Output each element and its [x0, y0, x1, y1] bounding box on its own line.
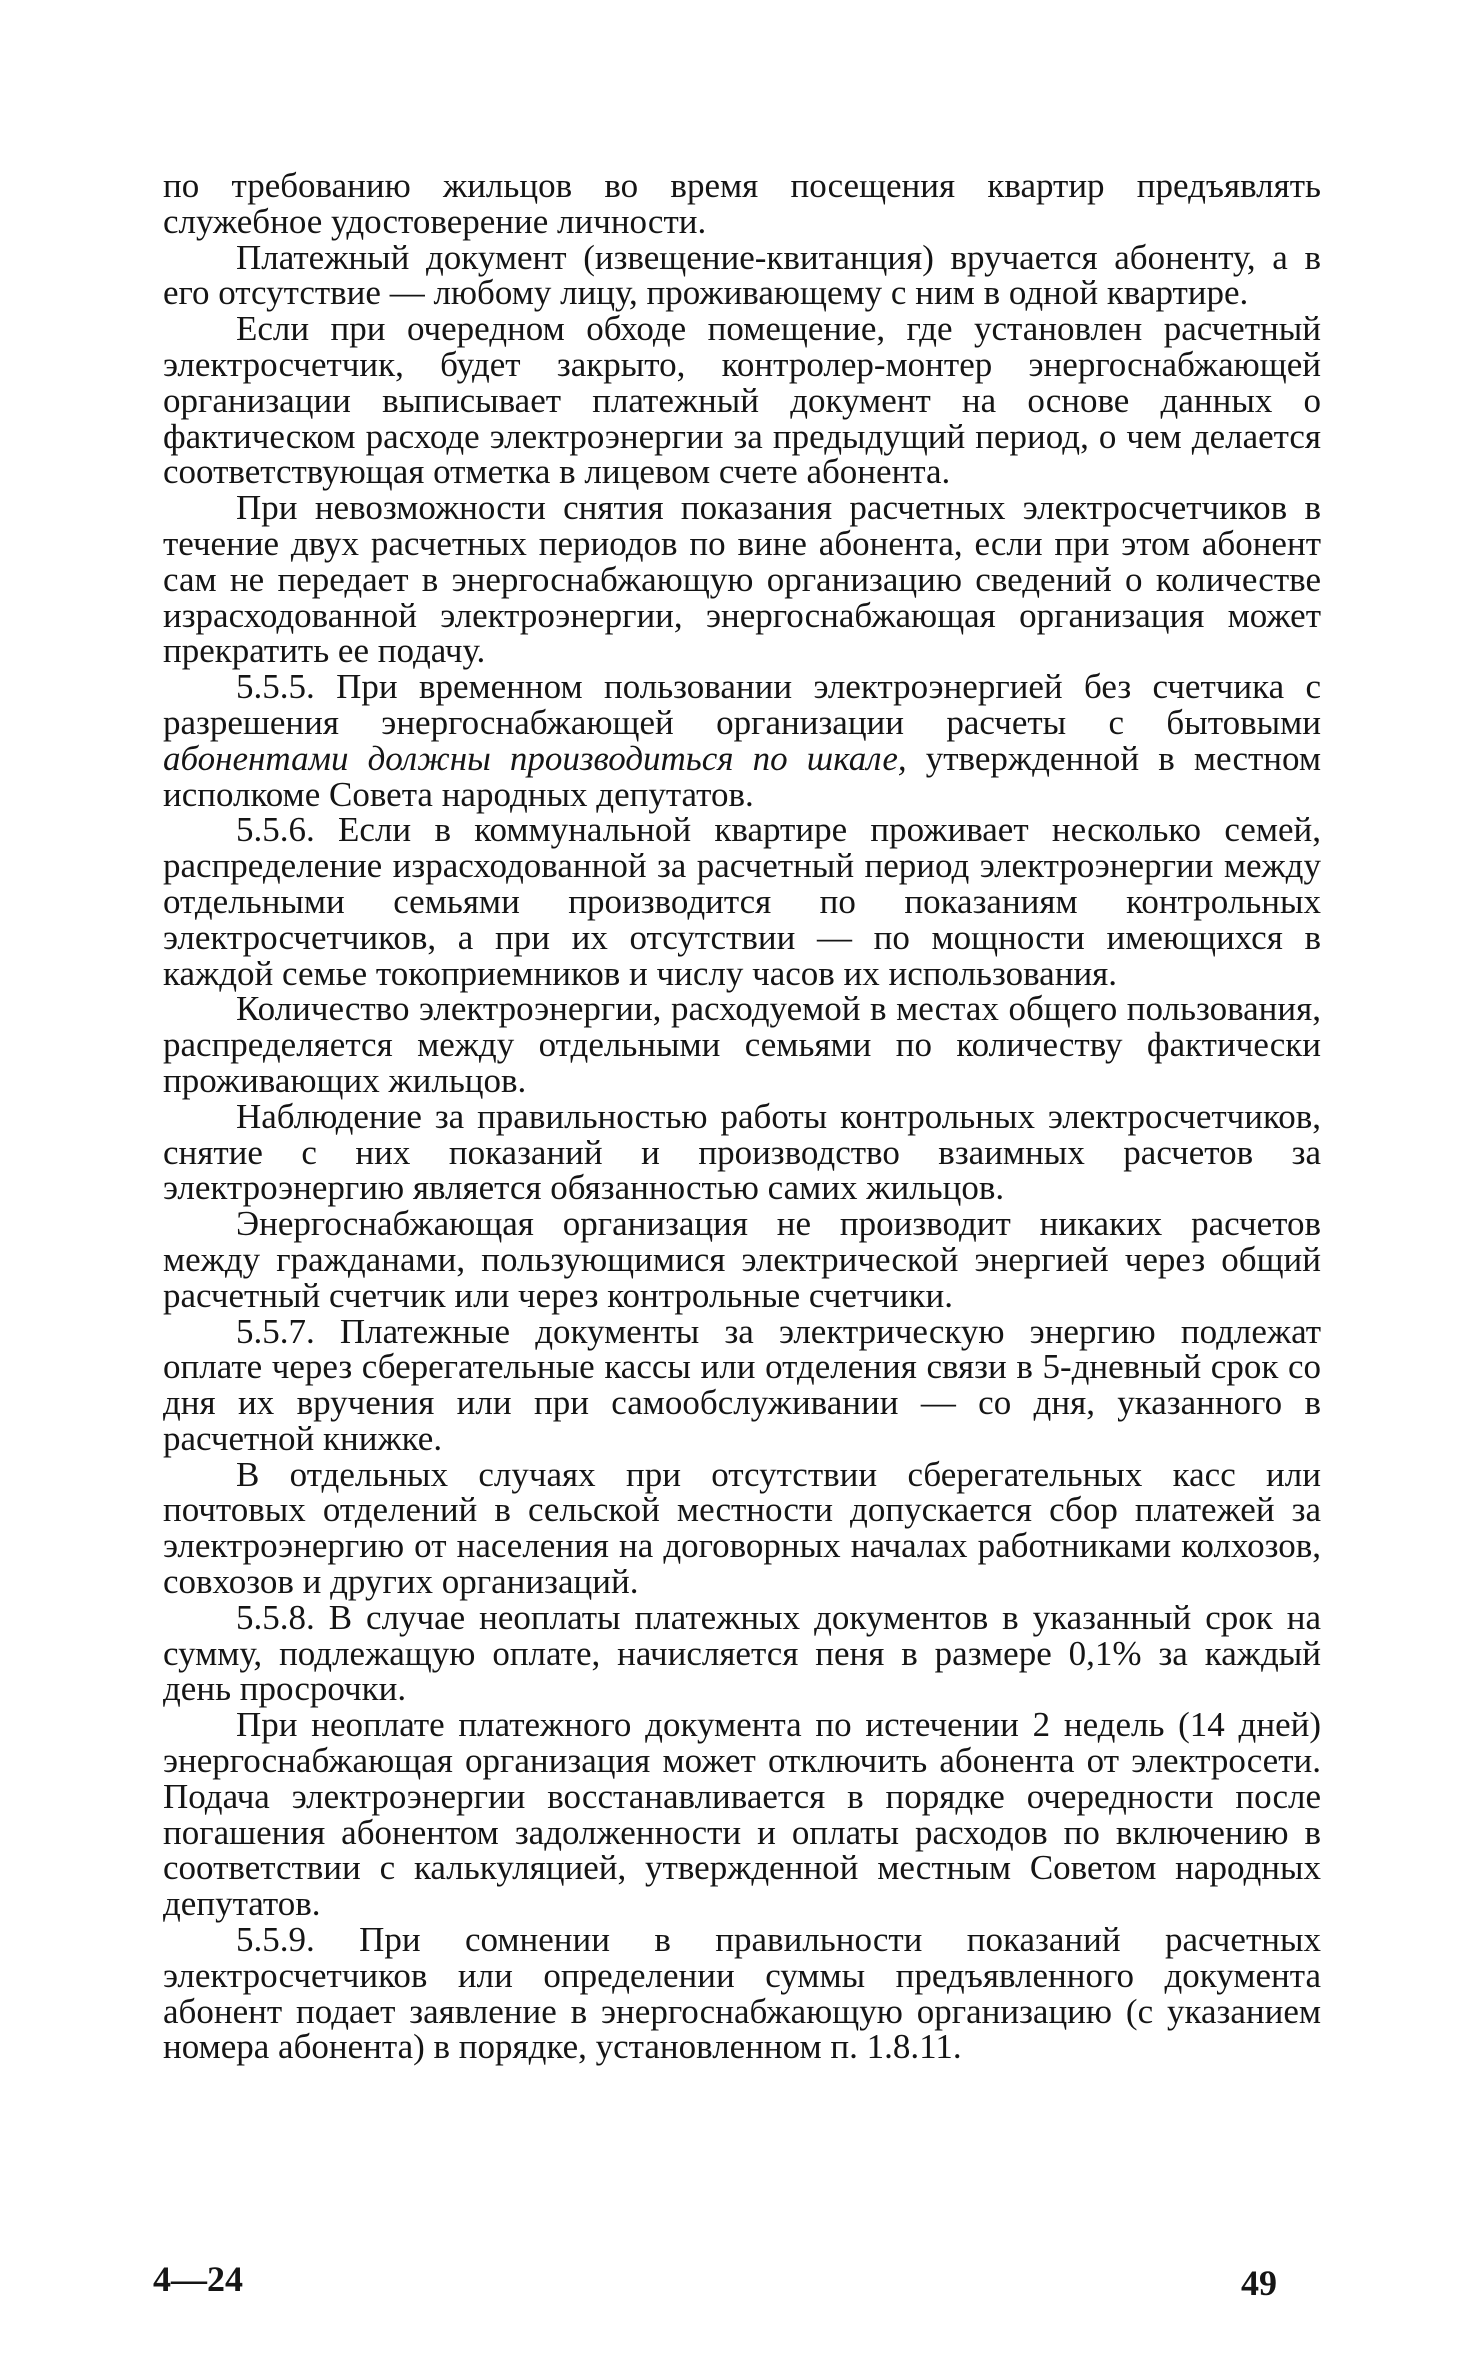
- paragraph-13: При неоплате платежного документа по истечении 2 недель (14 дней) энергоснабжающая организация может отключить абонента от электросети. Подача электроэнергии восстанавливается в порядке очередности после погашения абонентом задолженности и оплаты расходов по включению в соответствии с калькуляцией, утвержденной местным Советом народных депутатов.: [163, 1705, 1321, 1924]
- signature-mark: 4—24: [153, 2259, 243, 2299]
- paragraph-5-5-8: 5.5.8. В случае неоплаты платежных документов в указанный срок на сумму, подлежащую оплате, начисляется пеня в размере 0,1% за каждый день просрочки.: [163, 1597, 1321, 1709]
- paragraph-11: В отдельных случаях при отсутствии сберегательных касс или почтовых отделений в сельской местности допускается сбор платежей за электроэнергию от населения на договорных началах работниками колхозов, совхозов и других организаций.: [163, 1454, 1321, 1602]
- italic-phrase: абонентами должны производиться по шкале,: [163, 738, 907, 778]
- paragraph-4: При невозможности снятия показания расчетных электросчетчиков в течение двух расчетных периодов по вине абонента, если при этом абонент сам не передает в энергоснабжающую организацию сведений о количестве израсходованной электроэнергии, энергоснабжающая организация может прекратить ее подачу.: [163, 488, 1321, 671]
- paragraph-7: Количество электроэнергии, расходуемой в местах общего пользования, распределяется между отдельными семьями по количеству фактически проживающих жильцов.: [163, 989, 1321, 1100]
- paragraph-5-5-6: 5.5.6. Если в коммунальной квартире проживает несколько семей, распределение израсходованной за расчетный период электроэнергии между отдельными семьями производится по показаниям контрольных электросчетчиков, а при их отсутствии — по мощности имеющихся в каждой семье токоприемников и числу часов их использования.: [163, 810, 1321, 993]
- paragraph-5-5-5: 5.5.5. При временном пользовании электроэнергией без счетчика с разрешения энергоснабжающей организации расчеты с бытовыми абонентами должны производиться по шкале, утвержденной в местном исполкоме Совета народных депутатов.: [163, 667, 1321, 814]
- paragraph-8: Наблюдение за правильностью работы контрольных электросчетчиков, снятие с них показаний и производство взаимных расчетов за электроэнергию является обязанностью самих жильцов.: [163, 1096, 1321, 1208]
- paragraph-3: Если при очередном обходе помещение, где установлен расчетный электросчетчик, будет закрыто, контролер-монтер энергоснабжающей организации выписывает платежный документ на основе данных о фактическом расходе электроэнергии за предыдущий период, о чем делается соответствующая отметка в лицевом счете абонента.: [163, 309, 1321, 492]
- paragraph-1: по требованию жильцов во время посещения квартир предъявлять служебное удостоверение личности.: [163, 166, 1321, 241]
- page-number: 49: [1241, 2263, 1277, 2303]
- paragraph-2: Платежный документ (извещение-квитанция) вручается абоненту, а в его отсутствие — любому лицу, проживающему с ним в одной квартире.: [163, 237, 1321, 313]
- page-body: [163, 168, 1321, 2065]
- paragraph-5-5-7: 5.5.7. Платежные документы за электрическую энергию подлежат оплате через сберегательные кассы или отделения связи в 5-дневный срок со дня их вручения или при самообслуживании — со дня, указанного в расчетной книжке.: [163, 1311, 1321, 1458]
- paragraph-5-5-9: 5.5.9. При сомнении в правильности показаний расчетных электросчетчиков или определении суммы предъявленного документа абонент подает заявление в энергоснабжающую организацию (с указанием номера абонента) в порядке, установленном п. 1.8.11.: [163, 1920, 1321, 2067]
- paragraph-9: Энергоснабжающая организация не производит никаких расчетов между гражданами, пользующимися электрической энергией через общий расчетный счетчик или через контрольные счетчики.: [163, 1204, 1321, 1315]
